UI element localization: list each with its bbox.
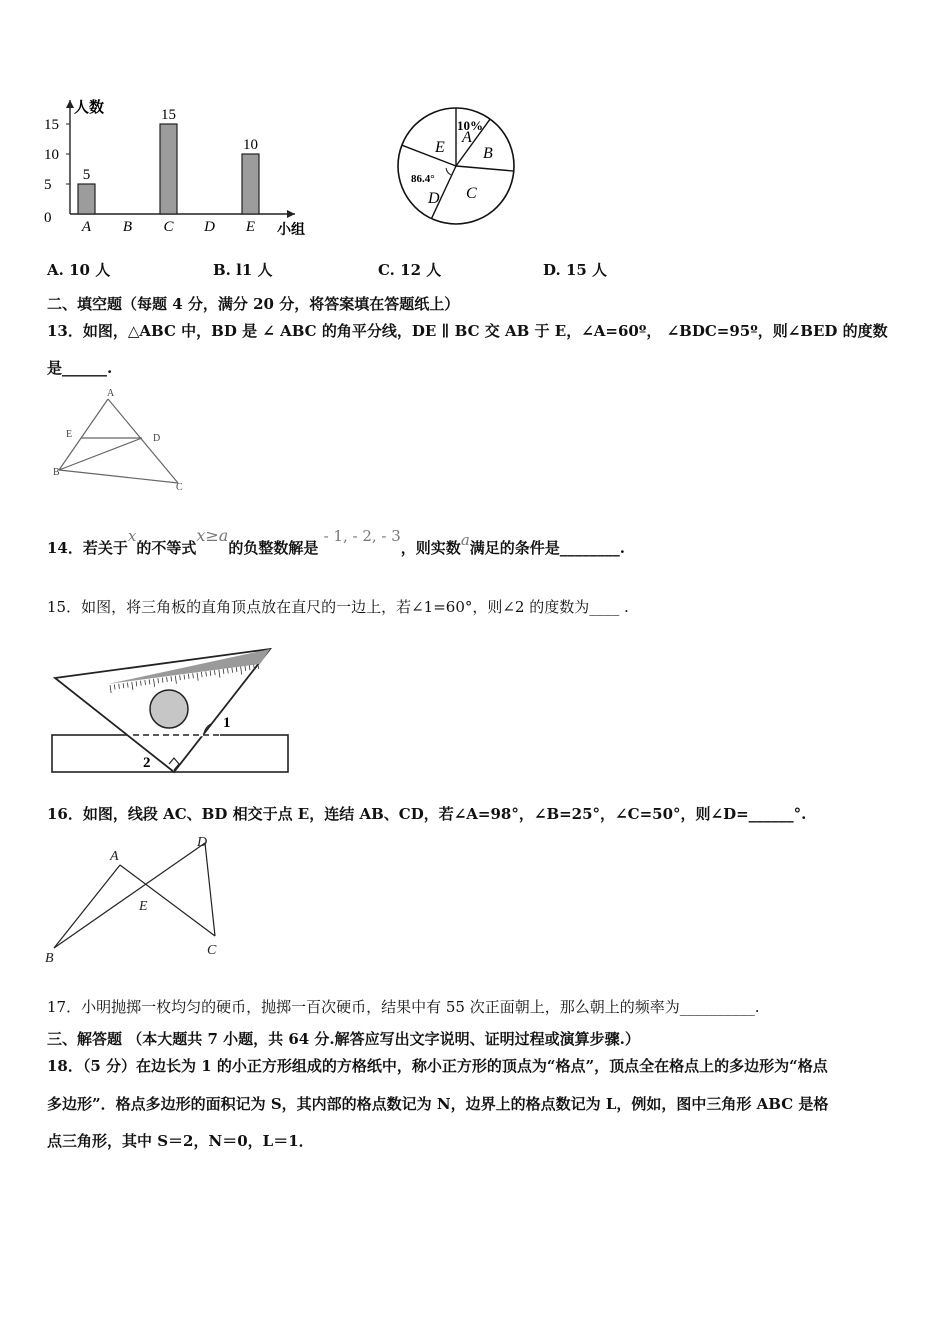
- option-b: B. l1 人: [213, 261, 273, 279]
- q13-text-line1: 13．如图，△ABC 中，BD 是 ∠ ABC 的角平分线，DE ∥ BC 交 AB 于 E，∠A=60º， ∠BDC=95º，则∠BED 的度数: [47, 322, 888, 340]
- segment-bd: [59, 438, 142, 470]
- category-label-B: B: [122, 219, 133, 235]
- label-e: E: [66, 429, 73, 440]
- angle2-label: 2: [143, 755, 151, 771]
- bar-marks: [78, 107, 259, 235]
- y-axis-arrow: [66, 100, 74, 108]
- bar-C: [160, 124, 177, 214]
- bar-A: [78, 184, 95, 214]
- pie-label-B: B: [483, 145, 493, 162]
- side-ac: [108, 399, 178, 483]
- q17-text: 17．小明抛掷一枚均匀的硬币，抛掷一百次硬币，结果中有 55 次正面朝上，那么朝上的频率为__________.: [47, 998, 760, 1016]
- q18-line2: 多边形”．格点多边形的面积记为 S，其内部的格点数记为 N，边界上的格点数记为 L，例如，图中三角形 ABC 是格: [47, 1095, 829, 1113]
- category-label-C: C: [163, 219, 174, 235]
- pie-label-E: E: [435, 139, 445, 156]
- x-axis-arrow: [287, 210, 295, 218]
- option-a: A. 10 人: [47, 261, 111, 279]
- label-d: D: [197, 835, 208, 850]
- q15-text: 15．如图，将三角板的直角顶点放在直尺的一边上，若∠1=60°，则∠2 的度数为____ .: [47, 598, 629, 616]
- q18-line3: 点三角形，其中 S＝2，N＝0，L＝1．: [47, 1132, 314, 1150]
- segment-dc: [205, 843, 215, 936]
- set-square-hole: [150, 690, 188, 728]
- q16-text: 16．如图，线段 AC、BD 相交于点 E，连结 AB、CD，若∠A=98°，∠B=25°，∠C=50°，则∠D=______°.: [47, 805, 807, 823]
- pie-label-A: A: [462, 129, 472, 146]
- q14-text: 14．若关于x的不等式x≥a的负整数解是 - 1, - 2, - 3，则实数a满足的条件是________.: [47, 526, 625, 557]
- bar-E: [242, 154, 259, 214]
- section3-title: 三、解答题 （本大题共 7 小题，共 64 分.解答应写出文字说明、证明过程或演算步骤.）: [47, 1030, 640, 1048]
- label-d: D: [153, 433, 161, 444]
- segment-ab: [54, 865, 120, 948]
- pie-chart: [390, 100, 525, 232]
- bar-value-label: 15: [161, 107, 176, 123]
- segment-ac: [120, 865, 215, 936]
- label-b: B: [53, 467, 60, 478]
- pie-label-D: D: [428, 190, 440, 207]
- segment-bd: [54, 843, 205, 948]
- y-tick-label: 10: [44, 147, 59, 163]
- y-tick-label: 15: [44, 117, 59, 133]
- bar-chart: [40, 92, 330, 242]
- section2-title: 二、填空题（每题 4 分，满分 20 分，将答案填在答题纸上）: [47, 295, 460, 313]
- y-axis-label: 人数: [74, 100, 105, 116]
- q13-triangle-figure: [50, 385, 195, 495]
- q15-ruler-triangle-figure: [48, 640, 298, 780]
- label-b: B: [45, 951, 54, 966]
- q16-figure: [40, 828, 230, 968]
- y-tick-label: 5: [44, 177, 52, 193]
- x-axis-label: 小组: [277, 223, 305, 238]
- bar-value-label: 10: [243, 137, 258, 153]
- bar-value-label: 5: [82, 167, 91, 183]
- category-label-E: E: [245, 219, 256, 235]
- category-label-A: A: [81, 219, 92, 235]
- y-tick-label: 0: [44, 210, 52, 226]
- angle1-label: 1: [223, 715, 231, 731]
- option-c: C. 12 人: [378, 261, 442, 279]
- label-c: C: [176, 482, 183, 493]
- label-a: A: [107, 388, 115, 399]
- q13-text-line2: 是______.: [47, 359, 113, 377]
- q18-line1: 18．（5 分）在边长为 1 的小正方形组成的方格纸中，称小正方形的顶点为“格点”，顶点全在格点上的多边形为“格点: [47, 1057, 828, 1075]
- label-e: E: [139, 899, 148, 914]
- label-c: C: [207, 943, 217, 958]
- pie-annotation-angle: 86.4°: [411, 173, 435, 185]
- category-label-D: D: [204, 219, 215, 235]
- pie-label-C: C: [466, 185, 477, 202]
- option-d: D. 15 人: [543, 261, 608, 279]
- pie-annotation-percent: 10%: [457, 118, 483, 133]
- side-bc: [59, 470, 178, 483]
- label-a: A: [110, 849, 119, 864]
